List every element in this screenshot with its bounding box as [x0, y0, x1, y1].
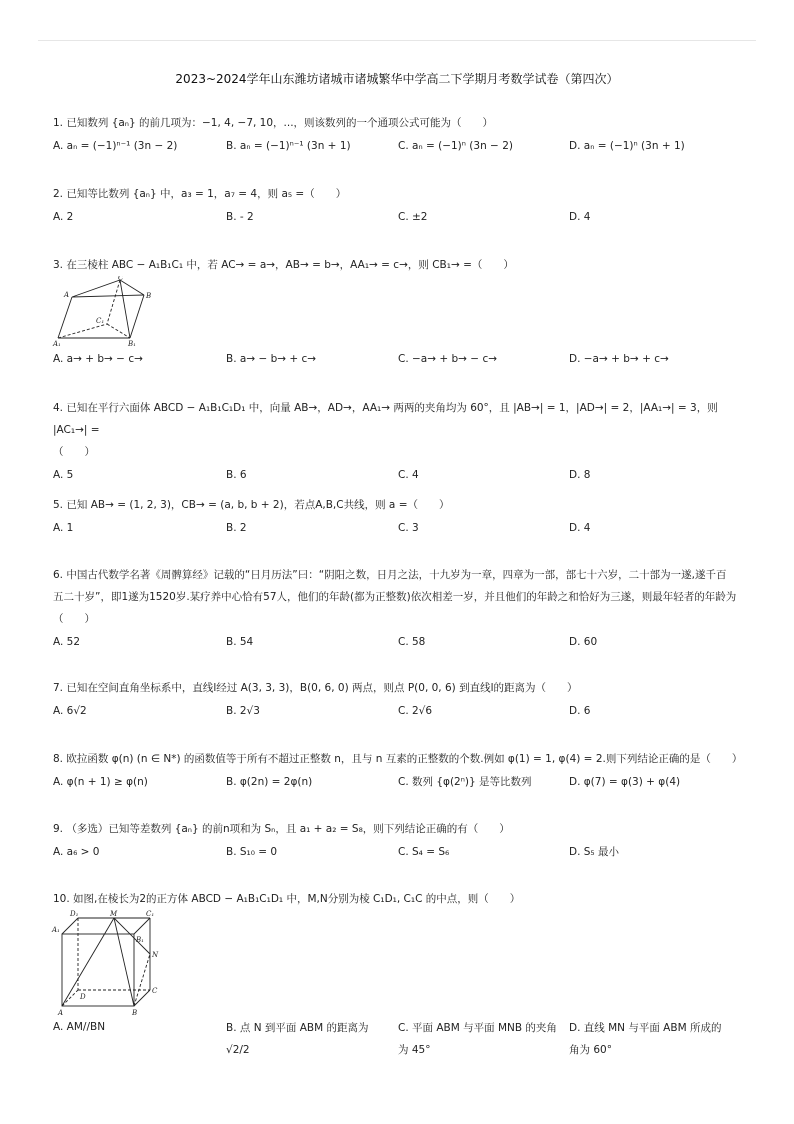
label-b1: B₁: [136, 936, 144, 944]
page-title: 2023~2024学年山东潍坊诸城市诸城繁华中学高二下学期月考数学试卷（第四次）: [175, 72, 619, 86]
options-row: [53, 701, 743, 721]
options-row: [53, 518, 743, 538]
option-b[interactable]: B. 54: [226, 636, 254, 648]
label-a1: A₁: [52, 926, 60, 934]
option-b[interactable]: B. aₙ = (−1)ⁿ⁻¹ (3n + 1): [226, 140, 351, 152]
prism-edge: [58, 297, 72, 338]
option-c[interactable]: C. ±2: [398, 211, 428, 223]
question-6: [53, 564, 743, 652]
cube-figure: [50, 910, 160, 1018]
question-stem-cont: 五二十岁”，即1遂为1520岁.某疗养中心恰有57人，他们的年龄(都为正整数)依次相差一岁，并且他们的年龄之和恰好为三遂，则最年轻者的年龄为: [53, 591, 737, 603]
label-c1: C₁: [96, 317, 105, 325]
question-3-options: [53, 347, 743, 369]
cube-edge: [62, 918, 78, 934]
option-d[interactable]: D. 4: [569, 522, 591, 534]
option-d[interactable]: D. aₙ = (−1)ⁿ (3n + 1): [569, 140, 685, 152]
option-b[interactable]: B. φ(2n) = 2φ(n): [226, 776, 313, 788]
question-5: [53, 494, 743, 538]
question-stem: 8. 欧拉函数 φ(n) (n ∈ N*) 的函数值等于所有不超过正整数 n，且与 n 互素的正整数的个数.例如 φ(1) = 1, φ(4) = 2.则下列结论正确的是（ ）: [53, 753, 743, 765]
option-a[interactable]: A. 5: [53, 469, 74, 481]
options-row: [53, 772, 743, 792]
option-a[interactable]: A. a₆ > 0: [53, 846, 100, 858]
label-n: N: [152, 951, 159, 959]
question-stem-cont: （ ）: [53, 446, 95, 458]
prism-diagonal: [120, 280, 130, 338]
question-stem: 5. 已知 AB→ = (1, 2, 3)，CB→ = (a, b, b + 2)，若点A,B,C共线，则 a =（ ）: [53, 499, 450, 511]
question-1: [53, 112, 743, 156]
option-c[interactable]: C. 3: [398, 522, 419, 534]
prism-hidden-edge: [107, 324, 130, 338]
options-row: [53, 1017, 743, 1057]
option-d[interactable]: D. 4: [569, 211, 591, 223]
label-c: C: [118, 276, 124, 282]
option-b[interactable]: B. 6: [226, 469, 247, 481]
option-d[interactable]: D. φ(7) = φ(3) + φ(4): [569, 776, 681, 788]
label-a1: A₁: [53, 340, 61, 348]
option-a[interactable]: A. 6√2: [53, 705, 87, 717]
option-a[interactable]: A. 2: [53, 211, 74, 223]
question-stem: 3. 在三棱柱 ABC − A₁B₁C₁ 中，若 AC→ = a→，AB→ = b→，AA₁→ = c→，则 CB₁→ =（ ）: [53, 259, 514, 271]
option-a[interactable]: A. 1: [53, 522, 74, 534]
option-c[interactable]: C. S₄ = S₆: [398, 846, 450, 858]
option-d[interactable]: D. 6: [569, 705, 591, 717]
question-10-options: [53, 1015, 743, 1057]
option-a[interactable]: A. φ(n + 1) ≥ φ(n): [53, 776, 148, 788]
option-c[interactable]: C. 2√6: [398, 705, 433, 717]
option-a[interactable]: A. a→ + b→ − c→: [53, 353, 143, 365]
option-a[interactable]: A. 52: [53, 636, 81, 648]
question-stem: 4. 已知在平行六面体 ABCD − A₁B₁C₁D₁ 中，向量 AB→，AD→，AA₁→ 两两的夹角均为 60°，且 |AB→| = 1，|AD→| = 2，|AA₁→| = 3，则 |AC₁→| =: [53, 402, 718, 436]
option-b[interactable]: B. 2√3: [226, 705, 260, 717]
question-4: [53, 397, 743, 485]
question-9: [53, 818, 743, 862]
label-c: C: [152, 987, 158, 995]
top-divider: [38, 40, 756, 41]
question-stem: 10. 如图,在棱长为2的正方体 ABCD − A₁B₁C₁D₁ 中，M,N分别为棱 C₁D₁, C₁C 的中点，则（ ）: [53, 893, 521, 905]
prism-edge: [72, 280, 144, 297]
label-b: B: [132, 1009, 138, 1017]
option-c[interactable]: C. 平面 ABM 与平面 MNB 的夹角为 45°: [398, 1022, 557, 1056]
options-row: [53, 465, 743, 485]
option-d[interactable]: D. 直线 MN 与平面 ABM 所成的角为 60°: [569, 1022, 722, 1056]
option-d[interactable]: D. −a→ + b→ + c→: [569, 353, 669, 365]
prism-hidden-edge: [107, 280, 120, 324]
label-b: B: [146, 292, 152, 300]
options-row: [53, 136, 743, 156]
label-m: M: [110, 910, 118, 918]
label-d: D: [80, 993, 86, 1001]
options-row: [53, 842, 743, 862]
label-a: A: [64, 291, 70, 299]
options-row: [53, 632, 743, 652]
option-d[interactable]: D. 60: [569, 636, 598, 648]
question-stem-cont: （ ）: [53, 613, 95, 625]
question-stem: 7. 已知在空间直角坐标系中，直线l经过 A(3, 3, 3)，B(0, 6, 0) 两点，则点 P(0, 0, 6) 到直线l的距离为（ ）: [53, 682, 578, 694]
label-b1: B₁: [128, 340, 136, 348]
prism-figure: [52, 276, 162, 348]
options-row: [53, 207, 743, 227]
question-2: [53, 183, 743, 227]
option-b[interactable]: B. S₁₀ = 0: [226, 846, 278, 858]
label-a: A: [58, 1009, 64, 1017]
label-c1: C₁: [146, 910, 155, 918]
option-a[interactable]: A. AM//BN: [53, 1021, 106, 1033]
question-stem: 6. 中国古代数学名著《周髀算经》记载的“日月历法”曰：“阴阳之数，日月之法，十九岁为一章，四章为一部，部七十六岁，二十部为一遂,遂千百: [53, 569, 727, 581]
option-c[interactable]: C. −a→ + b→ − c→: [398, 353, 498, 365]
prism-hidden-edge: [58, 324, 107, 338]
question-7: [53, 677, 743, 721]
cube-edge: [134, 918, 150, 934]
option-b[interactable]: B. 2: [226, 522, 247, 534]
cube-edge: [134, 990, 150, 1006]
prism-edge: [72, 295, 144, 297]
option-b[interactable]: B. - 2: [226, 211, 254, 223]
question-stem: 9. （多选）已知等差数列 {aₙ} 的前n项和为 Sₙ，且 a₁ + a₂ = S₈，则下列结论正确的有（ ）: [53, 823, 510, 835]
option-b[interactable]: B. a→ − b→ + c→: [226, 353, 317, 365]
option-a[interactable]: A. aₙ = (−1)ⁿ⁻¹ (3n − 2): [53, 140, 178, 152]
option-d[interactable]: D. 8: [569, 469, 591, 481]
option-b[interactable]: B. 点 N 到平面 ABM 的距离为 √2/2: [226, 1022, 369, 1056]
prism-edge: [130, 295, 144, 338]
option-c[interactable]: C. 数列 {φ(2ⁿ)} 是等比数列: [398, 776, 532, 788]
segment-bm: [114, 918, 134, 1006]
question-3: [53, 254, 743, 276]
segment-am: [62, 918, 114, 1006]
option-d[interactable]: D. S₅ 最小: [569, 846, 619, 858]
option-c[interactable]: C. 58: [398, 636, 426, 648]
question-stem: 2. 已知等比数列 {aₙ} 中，a₃ = 1，a₇ = 4，则 a₅ =（ ）: [53, 188, 347, 200]
option-c[interactable]: C. 4: [398, 469, 419, 481]
question-8: [53, 748, 743, 792]
question-10: [53, 888, 743, 910]
label-d1: D₁: [70, 910, 79, 918]
options-row: [53, 349, 743, 369]
question-stem: 1. 已知数列 {aₙ} 的前几项为：−1, 4, −7, 10，...，则该数列的一个通项公式可能为（ ）: [53, 117, 494, 129]
option-c[interactable]: C. aₙ = (−1)ⁿ (3n − 2): [398, 140, 513, 152]
